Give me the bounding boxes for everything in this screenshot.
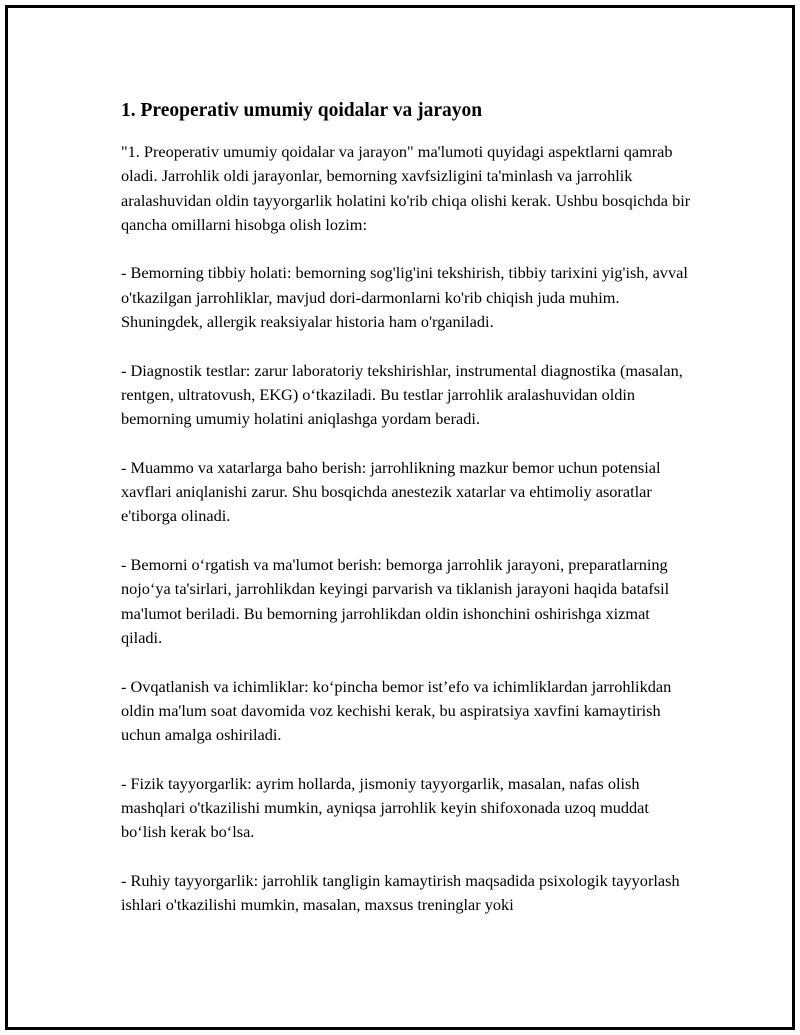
page-frame	[5, 5, 795, 1030]
intro-paragraph: "1. Preoperativ umumiy qoidalar va jarayon" ma'lumoti quyidagi aspektlarni qamrab oladi. Jarrohlik oldi jarayonlar, bemorning xavfsizligini ta'minlash va jarrohlik aralashuvidan oldin tayyorgarlik holatini ko'rib chiqa olishi kerak. Ushbu bosqichda bir qancha omillarni hisobga olish lozim:	[121, 142, 691, 234]
paragraph-food-and-drinks: - Ovqatlanish va ichimliklar: ko‘pincha bemor ist’efo va ichimliklardan jarrohlikdan oldin ma'lum soat davomida voz kechishi kerak, bu aspiratsiya xavfini kamaytirish uchun amalga oshiriladi.	[121, 676, 672, 745]
section-title: 1. Preoperativ umumiy qoidalar va jarayon	[121, 100, 483, 121]
paragraph-risk-assessment: - Muammo va xatarlarga baho berish: jarrohlikning mazkur bemor uchun potensial xavflari aniqlanishi zarur. Shu bosqichda anestezik xatarlar va ehtimoliy asoratlar e'tiborga olinadi.	[121, 457, 661, 526]
paragraph-psychological-preparation: - Ruhiy tayyorgarlik: jarrohlik tangligin kamaytirish maqsadida psixologik tayyorlash ishlari o'tkazilishi mumkin, masalan, maxsus treninglar yoki	[121, 870, 680, 915]
paragraph-patient-education: - Bemorni o‘rgatish va ma'lumot berish: bemorga jarrohlik jarayoni, preparatlarning nojo‘ya ta'sirlari, jarrohlikdan keyingi parvarish va tiklanish jarayoni haqida batafsil ma'lumot beriladi. Bu bemorning jarrohlikdan oldin ishonchini oshirishga xizmat qiladi.	[121, 555, 670, 647]
paragraph-medical-condition: - Bemorning tibbiy holati: bemorning sog'lig'ini tekshirish, tibbiy tarixini yig'ish, avval o'tkazilgan jarrohliklar, mavjud dori-darmonlarni ko'rib chiqish juda muhim. Shuningdek, allergik reaksiyalar historia ham o'rganiladi.	[121, 263, 688, 332]
paragraph-physical-preparation: - Fizik tayyorgarlik: ayrim hollarda, jismoniy tayyorgarlik, masalan, nafas olish mashqlari o'tkazilishi mumkin, ayniqsa jarrohlik keyin shifoxonada uzoq muddat bo‘lish kerak bo‘lsa.	[121, 773, 649, 842]
paragraph-diagnostic-tests: - Diagnostik testlar: zarur laboratoriy tekshirishlar, instrumental diagnostika (masalan, rentgen, ultratovush, EKG) o‘tkaziladi. Bu testlar jarrohlik aralashuvidan oldin bemorning umumiy holatini aniqlashga yordam beradi.	[121, 360, 683, 429]
document-body	[121, 98, 691, 942]
